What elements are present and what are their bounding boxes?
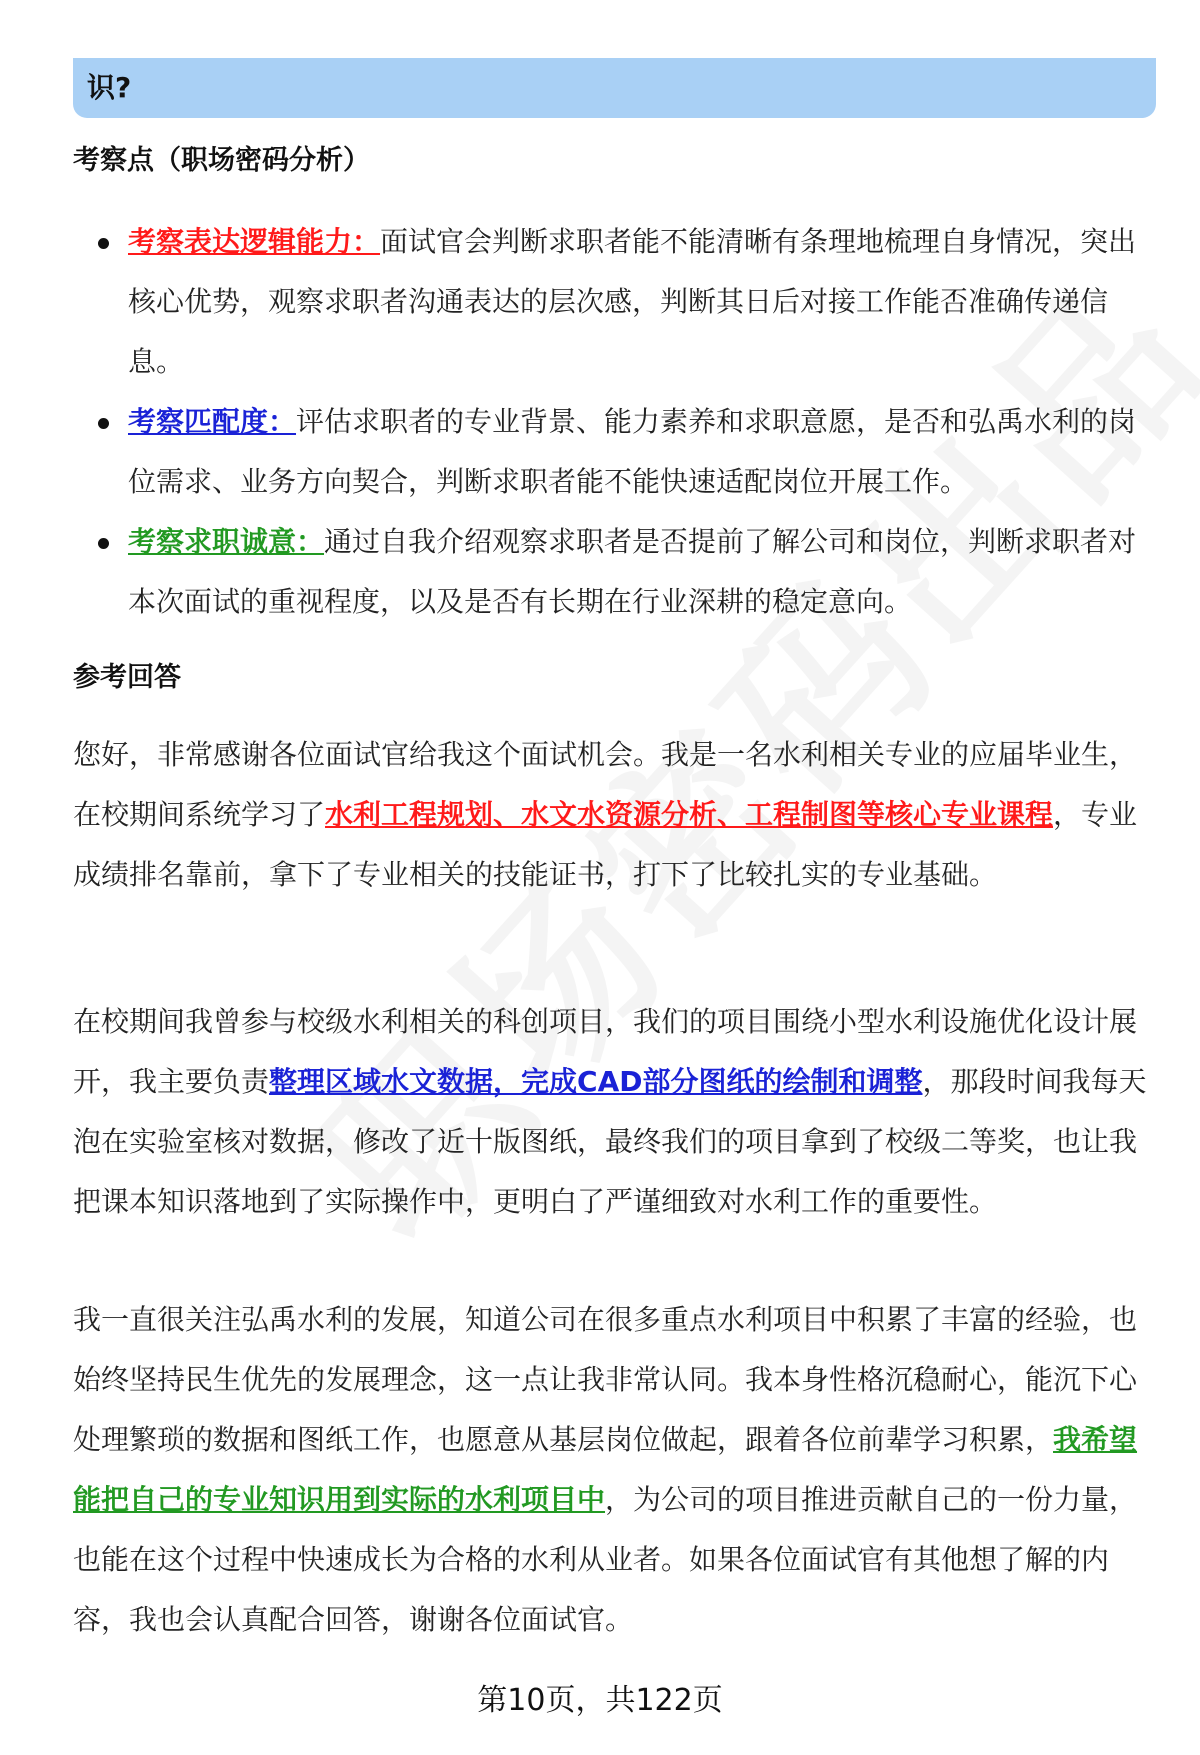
point-item-logic (73, 212, 1156, 392)
question-tail-text: 识? (87, 71, 132, 104)
points-list (73, 212, 1156, 632)
point-label: 考察表达逻辑能力： (128, 225, 381, 258)
paragraph-text: ，专业成绩排名靠前，拿下了专业相关的技能证书，打下了比较扎实的专业基础。 (73, 798, 1138, 891)
point-label: 考察求职诚意： (128, 525, 325, 558)
paragraph-text: ，为公司的项目推进贡献自己的一份力量，也能在这个过程中快速成长为合格的水利从业者。如果各位面试官有其他想了解的内容，我也会认真配合回答，谢谢各位面试官。 (73, 1483, 1138, 1636)
highlight-text: 整理区域水文数据，完成CAD部分图纸的绘制和调整 (269, 1065, 923, 1098)
answer-paragraph-2 (73, 992, 1158, 1232)
point-item-sincerity (73, 512, 1156, 632)
bullet-dot-icon (98, 538, 109, 549)
paragraph-text: 我一直很关注弘禹水利的发展，知道公司在很多重点水利项目中积累了丰富的经验，也始终坚持民生优先的发展理念，这一点让我非常认同。我本身性格沉稳耐心，能沉下心处理繁琐的数据和图纸工作，也愿意从基层岗位做起，跟着各位前辈学习积累， (73, 1303, 1138, 1456)
answer-title: 参考回答 (73, 662, 181, 693)
point-item-match (73, 392, 1156, 512)
question-header-bar (73, 58, 1156, 118)
page-number-footer: 第10页，共122页 (477, 1683, 723, 1718)
point-label: 考察匹配度： (128, 405, 297, 438)
point-text: 面试官会判断求职者能不能清晰有条理地梳理自身情况，突出核心优势，观察求职者沟通表达的层次感，判断其日后对接工作能否准确传递信息。 (128, 225, 1137, 378)
answer-paragraph-3 (73, 1290, 1158, 1650)
highlight-text: 我希望能把自己的专业知识用到实际的水利项目中 (73, 1423, 1138, 1516)
paragraph-text: ，那段时间我每天泡在实验室核对数据，修改了近十版图纸，最终我们的项目拿到了校级二等奖，也让我把课本知识落地到了实际操作中，更明白了严谨细致对水利工作的重要性。 (73, 1065, 1147, 1218)
points-title: 考察点（职场密码分析） (73, 145, 370, 176)
point-text: 通过自我介绍观察求职者是否提前了解公司和岗位，判断求职者对本次面试的重视程度，以及是否有长期在行业深耕的稳定意向。 (128, 525, 1137, 618)
paragraph-text: 在校期间我曾参与校级水利相关的科创项目，我们的项目围绕小型水利设施优化设计展开，我主要负责 (73, 1005, 1138, 1098)
point-text: 评估求职者的专业背景、能力素养和求职意愿，是否和弘禹水利的岗位需求、业务方向契合，判断求职者能不能快速适配岗位开展工作。 (128, 405, 1137, 498)
paragraph-text: 您好，非常感谢各位面试官给我这个面试机会。我是一名水利相关专业的应届毕业生，在校期间系统学习了 (73, 738, 1138, 831)
highlight-text: 水利工程规划、水文水资源分析、工程制图等核心专业课程 (325, 798, 1054, 831)
answer-paragraph-1 (73, 725, 1158, 905)
bullet-dot-icon (98, 238, 109, 249)
bullet-dot-icon (98, 418, 109, 429)
